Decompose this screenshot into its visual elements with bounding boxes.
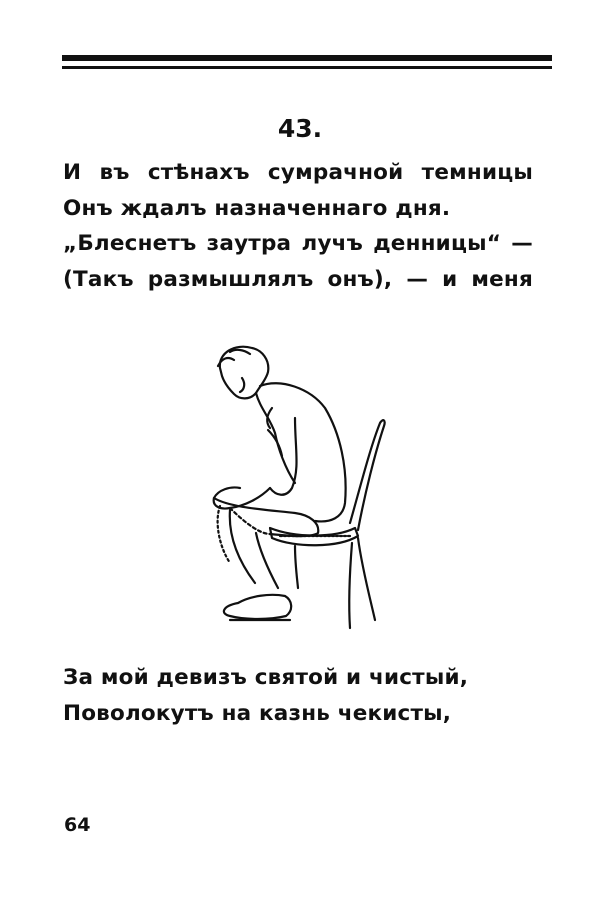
- header-rule-thin: [62, 66, 552, 69]
- verse-line: (Такъ размышлялъ онъ), — и меня: [63, 266, 533, 292]
- stanza-top: [63, 155, 533, 297]
- page-number: 64: [64, 814, 91, 836]
- stanza-bottom: [63, 660, 533, 731]
- verse-line: „Блеснетъ заутра лучъ денницы“ —: [63, 231, 533, 256]
- header-rule-thick: [62, 55, 552, 61]
- verse-line: И въ стѣнахъ сумрачной темницы: [63, 160, 533, 185]
- verse-line: Поволокутъ на казнь чекисты,: [63, 700, 452, 726]
- illustration-seated-man: [200, 338, 390, 633]
- verse-line: За мой девизъ святой и чистый,: [63, 665, 469, 690]
- stanza-number: 43.: [277, 114, 323, 143]
- verse-line: Онъ ждалъ назначеннаго дня.: [63, 195, 451, 221]
